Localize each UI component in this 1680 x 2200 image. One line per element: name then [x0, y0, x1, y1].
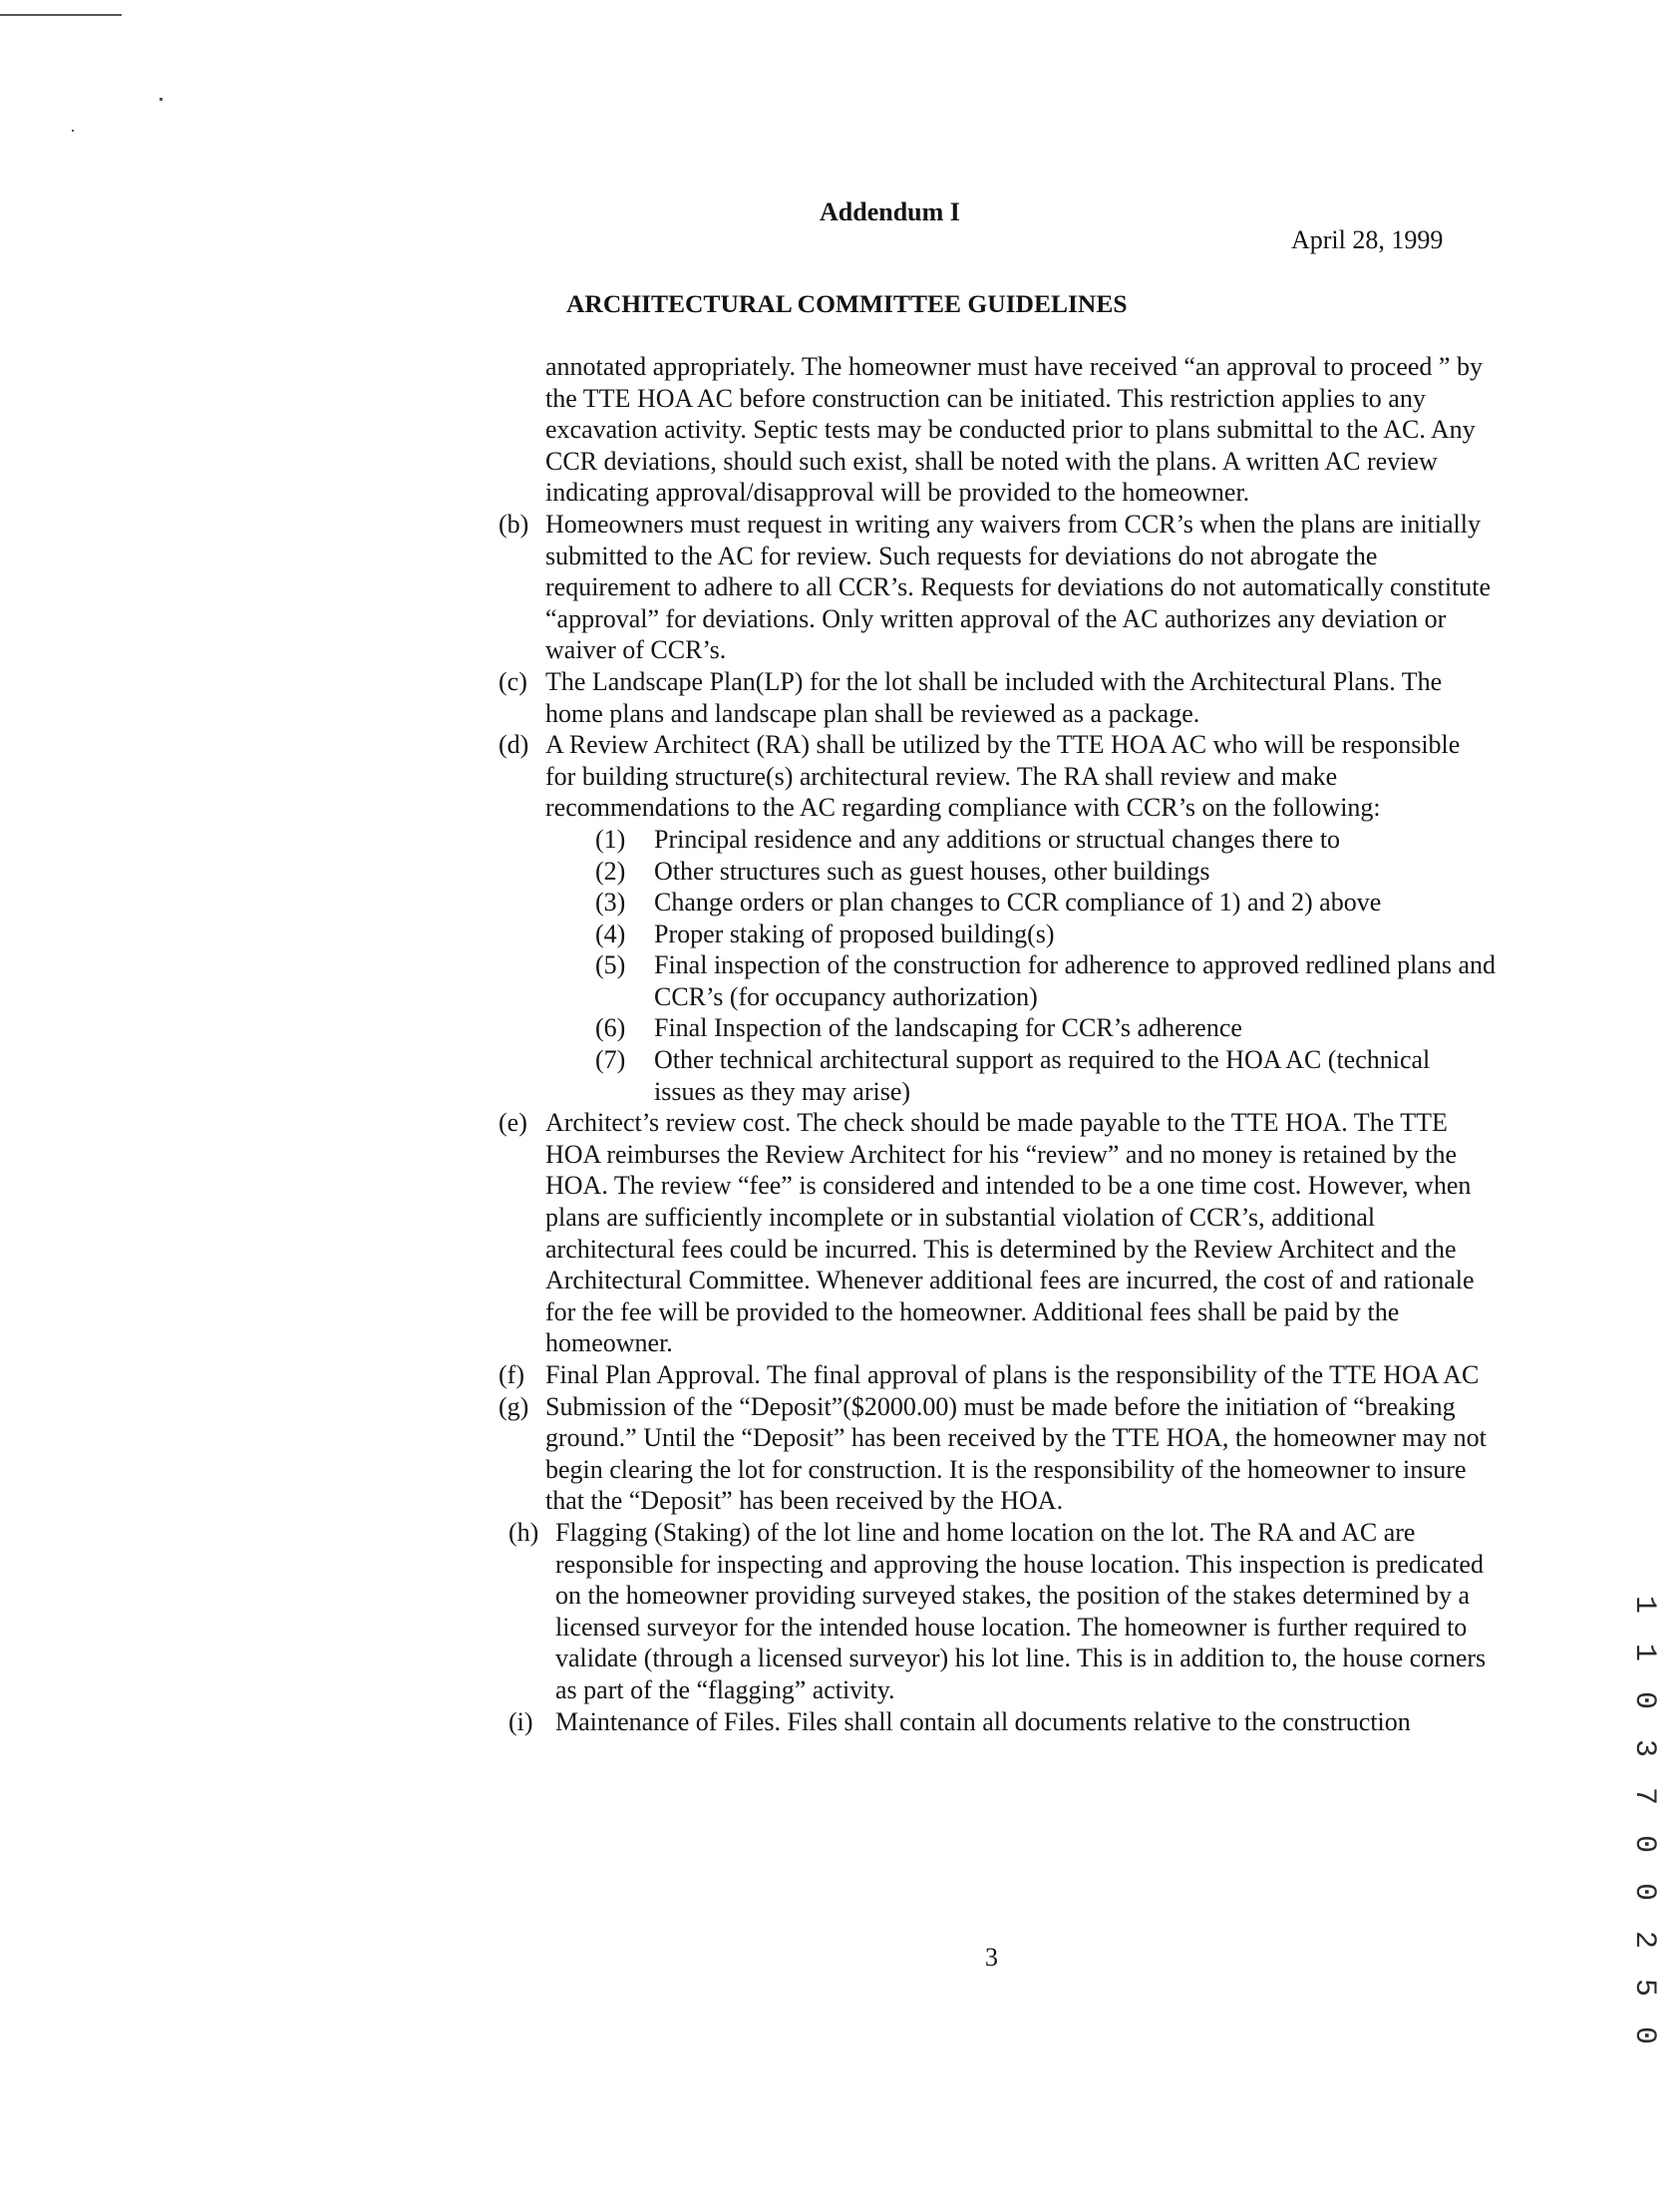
subitem-text: Other structures such as guest houses, other buildings	[654, 856, 1210, 886]
subitem-label: (1)	[595, 824, 626, 854]
subitem-3	[595, 887, 1496, 918]
scan-mark-line	[0, 14, 122, 16]
item-label: (c)	[499, 666, 527, 696]
subitem-1	[595, 824, 1496, 856]
subitem-4	[595, 918, 1496, 950]
subitem-label: (7)	[595, 1045, 626, 1075]
subitem-label: (2)	[595, 856, 626, 886]
subitem-text: Change orders or plan changes to CCR compliance of 1) and 2) above	[654, 888, 1382, 917]
item-text: Submission of the “Deposit”($2000.00) must be made before the initiation of “breaking ground.” Until the “Deposit” has been received by the TTE HOA, the homeowner may not begin clearing the lot for construction. It is the responsibility of the homeowner to insure that the “Deposit” has been received by the HOA.	[545, 1391, 1487, 1516]
subitem-7	[595, 1044, 1496, 1107]
item-text: Flagging (Staking) of the lot line and home location on the lot. The RA and AC are responsible for inspecting and approving the house location. This inspection is predicated on the homeowner providing surveyed stakes, the position of the stakes determined by a licensed surveyor for the intended house location. The homeowner is further required to validate (through a licensed surveyor) his lot line. This is in addition to, the house corners as part of the “flagging” activity.	[555, 1517, 1487, 1704]
item-label: (e)	[499, 1108, 527, 1138]
scan-mark-dot	[160, 98, 163, 101]
review-subitems	[545, 824, 1496, 1107]
margin-stamp: 1 1 0 3 7 0 0 2 5 0	[1627, 1596, 1661, 2051]
document-body	[499, 351, 1496, 1737]
subitem-text: Final inspection of the construction for adherence to approved redlined plans and CCR’s (for occupancy authorization)	[654, 950, 1497, 1011]
item-text: Homeowners must request in writing any waivers from CCR’s when the plans are initially submitted to the AC for review. Such requests for deviations do not abrogate the requirement to adhere to all CCR’s. Requests for deviations do not automatically constitute “approval” for deviations. Only written approval of the AC authorizes any deviation or waiver of CCR’s.	[545, 509, 1492, 665]
document-title: ARCHITECTURAL COMMITTEE GUIDELINES	[566, 289, 1128, 318]
item-text: The Landscape Plan(LP) for the lot shall be included with the Architectural Plans. The home plans and landscape plan shall be reviewed as a package.	[545, 666, 1443, 728]
item-label: (h)	[508, 1517, 539, 1547]
subitem-label: (4)	[595, 918, 626, 948]
guideline-item-g	[499, 1391, 1496, 1517]
subitem-text: Principal residence and any additions or structual changes there to	[654, 824, 1341, 854]
page-number: 3	[985, 1943, 998, 1972]
subitem-5	[595, 949, 1496, 1012]
guideline-item-b	[499, 509, 1496, 666]
guideline-item-h	[508, 1517, 1496, 1706]
subitem-text: Other technical architectural support as required to the HOA AC (technical issues as they may arise)	[654, 1045, 1431, 1106]
item-label: (g)	[499, 1391, 529, 1421]
item-text: Maintenance of Files. Files shall contain all documents relative to the construction	[555, 1706, 1411, 1736]
subitem-label: (6)	[595, 1013, 626, 1043]
item-label: (f)	[499, 1360, 524, 1389]
item-label: (i)	[508, 1706, 533, 1736]
subitem-text: Final Inspection of the landscaping for CCR’s adherence	[654, 1013, 1242, 1043]
item-text: A Review Architect (RA) shall be utilized by the TTE HOA AC who will be responsible for building structure(s) architectural review. The RA shall review and make recommendations to the AC regarding compliance with CCR’s on the following:	[545, 730, 1461, 823]
item-label: (b)	[499, 509, 529, 539]
guideline-item-f	[499, 1359, 1496, 1391]
subitem-label: (5)	[595, 950, 626, 980]
subitem-2	[595, 856, 1496, 888]
subitem-label: (3)	[595, 888, 626, 917]
item-label: (d)	[499, 730, 529, 760]
guideline-item-e	[499, 1107, 1496, 1359]
guideline-item-d	[499, 729, 1496, 1107]
guideline-item-c	[499, 666, 1496, 729]
addendum-heading: Addendum I	[820, 197, 960, 226]
intro-paragraph: annotated appropriately. The homeowner must have received “an approval to proceed ” by the TTE HOA AC before construction can be initiated. This restriction applies to any excavation activity. Septic tests may be conducted prior to plans submittal to the AC. Any CCR deviations, should such exist, shall be noted with the plans. A written AC review indicating approval/disapproval will be provided to the homeowner.	[545, 352, 1483, 508]
scan-mark-dot	[72, 130, 74, 132]
subitem-6	[595, 1012, 1496, 1044]
guideline-item-i	[508, 1706, 1496, 1738]
subitem-text: Proper staking of proposed building(s)	[654, 918, 1055, 948]
item-text: Final Plan Approval. The final approval of plans is the responsibility of the TTE HOA AC	[545, 1360, 1480, 1389]
document-date: April 28, 1999	[1291, 225, 1444, 254]
item-text: Architect’s review cost. The check should be made payable to the TTE HOA. The TTE HOA reimburses the Review Architect for his “review” and no money is retained by the HOA. The review “fee” is considered and intended to be a one time cost. However, when plans are sufficiently incomplete or in substantial violation of CCR’s, additional architectural fees could be incurred. This is determined by the Review Architect and the Architectural Committee. Whenever additional fees are incurred, the cost of and rationale for the fee will be provided to the homeowner. Additional fees shall be paid by the homeowner.	[545, 1108, 1475, 1358]
